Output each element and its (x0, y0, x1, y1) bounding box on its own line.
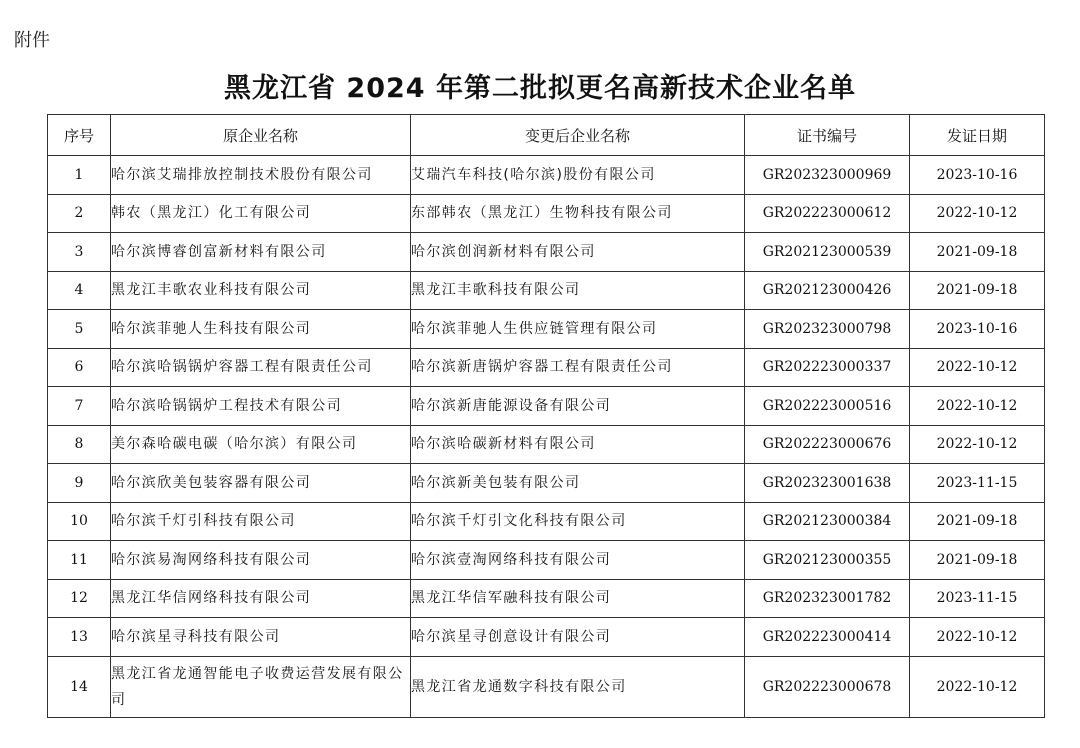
table-row (48, 310, 1045, 349)
cell-new-name: 哈尔滨新唐能源设备有限公司 (411, 387, 745, 426)
cell-seq: 6 (48, 348, 111, 387)
cell-issue-date: 2023-11-15 (910, 579, 1045, 618)
cell-seq: 7 (48, 387, 111, 426)
cell-seq: 13 (48, 618, 111, 657)
cell-seq: 8 (48, 425, 111, 464)
table-row (48, 541, 1045, 580)
cell-seq: 2 (48, 194, 111, 233)
cell-issue-date: 2021-09-18 (910, 502, 1045, 541)
cell-old-name: 哈尔滨哈锅锅炉工程技术有限公司 (111, 387, 411, 426)
cell-issue-date: 2022-10-12 (910, 348, 1045, 387)
cell-old-name: 黑龙江省龙通智能电子收费运营发展有限公司 (111, 656, 411, 717)
table-row (48, 579, 1045, 618)
cell-old-name: 哈尔滨菲驰人生科技有限公司 (111, 310, 411, 349)
cell-seq: 4 (48, 271, 111, 310)
table-body (48, 156, 1045, 718)
cell-old-name: 哈尔滨欣美包装容器有限公司 (111, 464, 411, 503)
cell-seq: 11 (48, 541, 111, 580)
cell-cert-no: GR202223000337 (745, 348, 910, 387)
cell-new-name: 哈尔滨千灯引文化科技有限公司 (411, 502, 745, 541)
cell-old-name: 哈尔滨千灯引科技有限公司 (111, 502, 411, 541)
table-row (48, 194, 1045, 233)
table-row (48, 156, 1045, 195)
cell-new-name: 哈尔滨星寻创意设计有限公司 (411, 618, 745, 657)
cell-seq: 3 (48, 233, 111, 272)
cell-cert-no: GR202323001638 (745, 464, 910, 503)
cell-cert-no: GR202223000612 (745, 194, 910, 233)
cell-seq: 1 (48, 156, 111, 195)
cell-issue-date: 2021-09-18 (910, 233, 1045, 272)
cell-new-name: 哈尔滨新美包装有限公司 (411, 464, 745, 503)
cell-new-name: 哈尔滨菲驰人生供应链管理有限公司 (411, 310, 745, 349)
cell-old-name: 黑龙江华信网络科技有限公司 (111, 579, 411, 618)
cell-issue-date: 2022-10-12 (910, 425, 1045, 464)
cell-cert-no: GR202323001782 (745, 579, 910, 618)
cell-seq: 12 (48, 579, 111, 618)
table-row (48, 387, 1045, 426)
cell-old-name: 韩农（黑龙江）化工有限公司 (111, 194, 411, 233)
cell-cert-no: GR202223000414 (745, 618, 910, 657)
cell-new-name: 黑龙江省龙通数字科技有限公司 (411, 656, 745, 717)
header-issue-date: 发证日期 (910, 115, 1045, 156)
cell-old-name: 哈尔滨易淘网络科技有限公司 (111, 541, 411, 580)
cell-cert-no: GR202123000384 (745, 502, 910, 541)
cell-old-name: 哈尔滨博睿创富新材料有限公司 (111, 233, 411, 272)
cell-new-name: 东部韩农（黑龙江）生物科技有限公司 (411, 194, 745, 233)
company-rename-table (47, 114, 1045, 718)
cell-new-name: 哈尔滨新唐锅炉容器工程有限责任公司 (411, 348, 745, 387)
cell-old-name: 黑龙江丰歌农业科技有限公司 (111, 271, 411, 310)
cell-issue-date: 2023-10-16 (910, 156, 1045, 195)
table-row (48, 618, 1045, 657)
table-header-row (48, 115, 1045, 156)
cell-issue-date: 2023-10-16 (910, 310, 1045, 349)
table-row (48, 425, 1045, 464)
cell-new-name: 黑龙江华信军融科技有限公司 (411, 579, 745, 618)
attachment-label: 附件 (14, 30, 50, 51)
cell-cert-no: GR202223000678 (745, 656, 910, 717)
cell-cert-no: GR202323000798 (745, 310, 910, 349)
cell-issue-date: 2022-10-12 (910, 194, 1045, 233)
cell-seq: 14 (48, 656, 111, 717)
cell-new-name: 哈尔滨壹淘网络科技有限公司 (411, 541, 745, 580)
cell-cert-no: GR202123000539 (745, 233, 910, 272)
cell-old-name: 哈尔滨星寻科技有限公司 (111, 618, 411, 657)
cell-new-name: 哈尔滨创润新材料有限公司 (411, 233, 745, 272)
cell-issue-date: 2022-10-12 (910, 387, 1045, 426)
cell-issue-date: 2022-10-12 (910, 618, 1045, 657)
table-row (48, 271, 1045, 310)
cell-seq: 5 (48, 310, 111, 349)
header-new-name: 变更后企业名称 (411, 115, 745, 156)
cell-old-name: 哈尔滨哈锅锅炉容器工程有限责任公司 (111, 348, 411, 387)
cell-cert-no: GR202323000969 (745, 156, 910, 195)
header-seq: 序号 (48, 115, 111, 156)
cell-issue-date: 2022-10-12 (910, 656, 1045, 717)
header-old-name: 原企业名称 (111, 115, 411, 156)
cell-issue-date: 2021-09-18 (910, 541, 1045, 580)
table-row (48, 502, 1045, 541)
cell-cert-no: GR202123000426 (745, 271, 910, 310)
cell-cert-no: GR202223000516 (745, 387, 910, 426)
cell-old-name: 哈尔滨艾瑞排放控制技术股份有限公司 (111, 156, 411, 195)
table-row (48, 656, 1045, 717)
cell-seq: 9 (48, 464, 111, 503)
cell-new-name: 黑龙江丰歌科技有限公司 (411, 271, 745, 310)
table-row (48, 464, 1045, 503)
cell-seq: 10 (48, 502, 111, 541)
cell-cert-no: GR202223000676 (745, 425, 910, 464)
cell-cert-no: GR202123000355 (745, 541, 910, 580)
cell-new-name: 哈尔滨哈碳新材料有限公司 (411, 425, 745, 464)
document-title: 黑龙江省 2024 年第二批拟更名高新技术企业名单 (224, 73, 856, 104)
cell-old-name: 美尔森哈碳电碳（哈尔滨）有限公司 (111, 425, 411, 464)
table-row (48, 233, 1045, 272)
table-row (48, 348, 1045, 387)
header-cert-no: 证书编号 (745, 115, 910, 156)
cell-issue-date: 2021-09-18 (910, 271, 1045, 310)
cell-issue-date: 2023-11-15 (910, 464, 1045, 503)
cell-new-name: 艾瑞汽车科技(哈尔滨)股份有限公司 (411, 156, 745, 195)
